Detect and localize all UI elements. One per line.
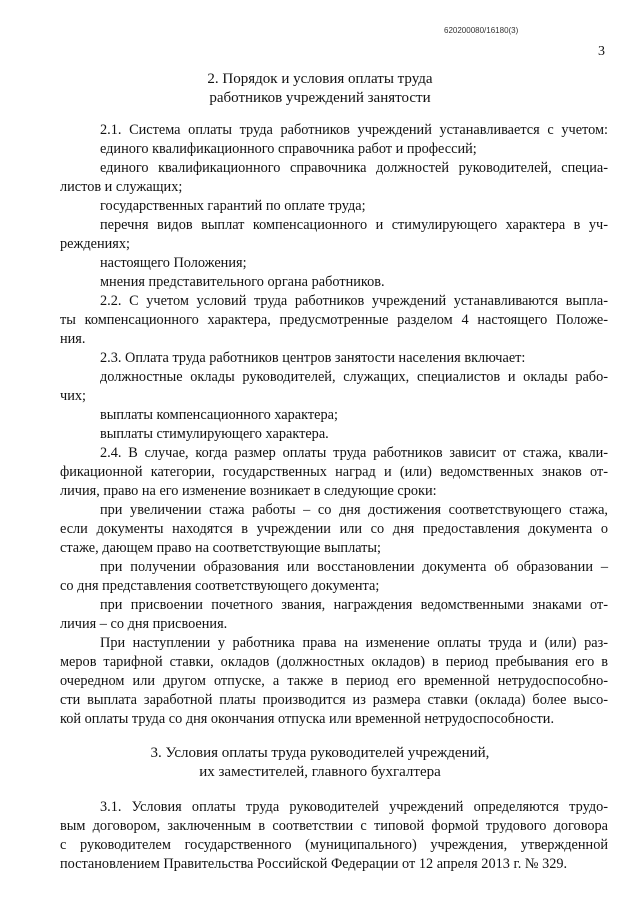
body-line: листов и служащих; [60, 179, 183, 195]
body-line: фикационной категории, государственных наград и (или) ведомственных знаков от- [60, 464, 608, 480]
section-3-heading [0, 744, 640, 782]
body-line: личия, право на его изменение возникает в следующие сроки: [60, 483, 437, 499]
body-line: 3.1. Условия оплаты труда руководителей учреждений определяются трудо- [100, 799, 608, 815]
page-number: 3 [598, 44, 605, 59]
body-line: 2.1. Система оплаты труда работников учреждений устанавливается с учетом: [100, 122, 608, 138]
body-line: кой оплаты труда со дня окончания отпуска или временной нетрудоспособности. [60, 711, 555, 727]
body-line: 2.2. С учетом условий труда работников учреждений устанавливаются выпла- [100, 293, 608, 309]
body-line: выплаты компенсационного характера; [100, 407, 338, 423]
section-3-title-line-1: 3. Условия оплаты труда руководителей учреждений, [150, 745, 490, 761]
body-line: 2.4. В случае, когда размер оплаты труда работников зависит от стажа, квали- [100, 445, 608, 461]
body-line: с руководителем государственного (муниципального) учреждения, утвержденной [60, 837, 608, 853]
body-line: вым договором, заключенным в соответствии с типовой формой трудового договора [60, 818, 608, 834]
body-line: постановлением Правительства Российской Федерации от 12 апреля 2013 г. № 329. [60, 856, 568, 872]
body-line: При наступлении у работника права на изменение оплаты труда и (или) раз- [100, 635, 608, 651]
body-line: чих; [60, 388, 86, 404]
section-2-title-line-2: работников учреждений занятости [209, 90, 431, 106]
body-line: ты компенсационного характера, предусмотренные разделом 4 настоящего Положе- [60, 312, 608, 328]
body-line: меров тарифной ставки, окладов (должностных окладов) в период пребывания его в [60, 654, 608, 670]
section-2-title-line-1: 2. Порядок и условия оплаты труда [207, 71, 433, 87]
document-number: 620200080/16180(3) [444, 26, 519, 35]
body-line: настоящего Положения; [100, 255, 247, 271]
body-line: стаже, дающем право на соответствующие выплаты; [60, 540, 382, 556]
section-2-heading [0, 70, 640, 108]
body-line: единого квалификационного справочника работ и профессий; [100, 141, 477, 157]
body-line: сти выплата заработной платы производится из размера ставки (оклада) более высо- [60, 692, 608, 708]
body-line: личия – со дня присвоения. [60, 616, 228, 632]
body-line: при увеличении стажа работы – со дня достижения соответствующего стажа, [100, 502, 608, 518]
body-line: со дня представления соответствующего документа; [60, 578, 380, 594]
body-line: при получении образования или восстановлении документа об образовании – [100, 559, 608, 575]
body-line: реждениях; [60, 236, 130, 252]
body-line: должностные оклады руководителей, служащих, специалистов и оклады рабо- [100, 369, 608, 385]
body-line: при присвоении почетного звания, награждения ведомственными знаками от- [100, 597, 608, 613]
body-line: государственных гарантий по оплате труда; [100, 198, 366, 214]
body-line: выплаты стимулирующего характера. [100, 426, 329, 442]
body-line: единого квалификационного справочника должностей руководителей, специа- [100, 160, 608, 176]
section-3-title-line-2: их заместителей, главного бухгалтера [199, 764, 441, 780]
body-line: ния. [60, 331, 86, 347]
body-line: перечня видов выплат компенсационного и стимулирующего характера в уч- [100, 217, 608, 233]
body-line: 2.3. Оплата труда работников центров занятости населения включает: [100, 350, 526, 366]
body-line: мнения представительного органа работников. [100, 274, 385, 290]
body-line: если документы находятся в учреждении или со дня предоставления документа о [60, 521, 608, 537]
body-line: очередном или другом отпуске, а также в период его временной нетрудоспособно- [60, 673, 608, 689]
